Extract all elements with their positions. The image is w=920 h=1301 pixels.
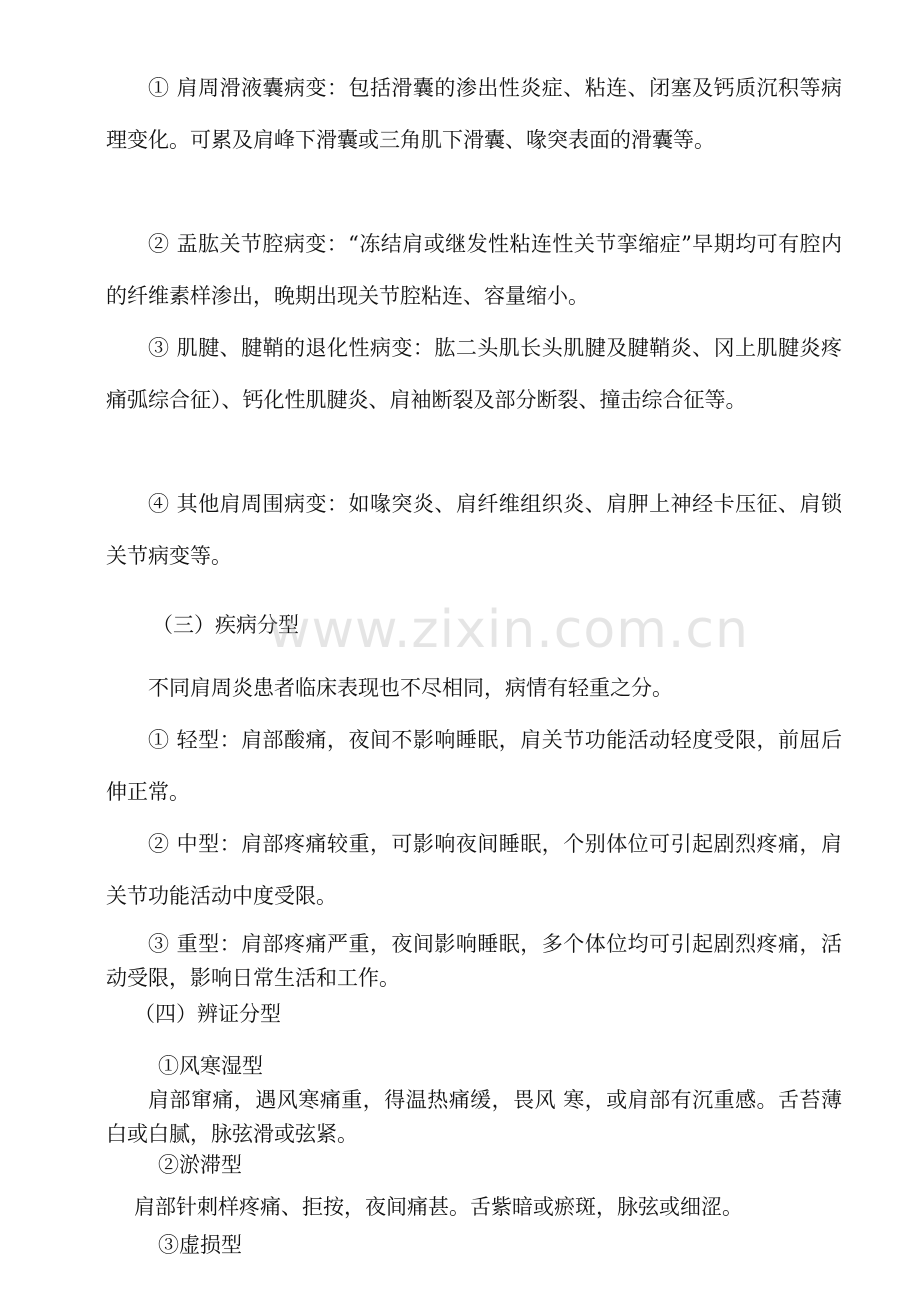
paragraph-moderate-type: ② 中型：肩部疼痛较重，可影响夜间睡眠，个别体位可引起剧烈疼痛，肩关节功能活动中度受限。 <box>106 832 842 908</box>
section-heading-disease-types: （三）疾病分型 <box>152 613 299 637</box>
subheading-deficiency: ③虚损型 <box>158 1233 242 1257</box>
paragraph-other-lesion: ④ 其他肩周围病变：如喙突炎、肩纤维组织炎、肩胛上神经卡压征、肩锁关节病变等。 <box>106 492 842 568</box>
subheading-stagnation: ②淤滞型 <box>158 1153 242 1177</box>
subheading-wind-cold-damp: ①风寒湿型 <box>158 1054 263 1078</box>
section-heading-syndrome-types: （四）辨证分型 <box>134 1002 281 1026</box>
paragraph-bursa-lesion: ① 肩周滑液囊病变：包括滑囊的渗出性炎症、粘连、闭塞及钙质沉积等病理变化。可累及肩峰下滑囊或三角肌下滑囊、喙突表面的滑囊等。 <box>106 76 842 152</box>
paragraph-types-intro: 不同肩周炎患者临床表现也不尽相同，病情有轻重之分。 <box>148 676 673 700</box>
paragraph-mild-type: ① 轻型：肩部酸痛，夜间不影响睡眠，肩关节功能活动轻度受限，前屈后伸正常。 <box>106 728 842 804</box>
paragraph-stagnation: 肩部针刺样疼痛、拒按，夜间痛甚。舌紫暗或瘀斑，脉弦或细涩。 <box>134 1195 743 1219</box>
watermark-text: www.zixin.com.cn <box>268 600 749 660</box>
paragraph-tendon-lesion: ③ 肌腱、腱鞘的退化性病变：肱二头肌长头肌腱及腱鞘炎、冈上肌腱炎疼痛弧综合征）、钙化性肌腱炎、肩袖断裂及部分断裂、撞击综合征等。 <box>106 336 842 412</box>
paragraph-wind-cold-damp: 肩部窜痛，遇风寒痛重，得温热痛缓，畏风 寒，或肩部有沉重感。舌苔薄白或白腻，脉弦滑或弦紧。 <box>106 1088 842 1146</box>
paragraph-glenohumeral-lesion: ② 盂肱关节腔病变：“冻结肩或继发性粘连性关节挛缩症”早期均可有腔内的纤维素样渗出，晚期出现关节腔粘连、容量缩小。 <box>106 232 842 308</box>
paragraph-severe-type: ③ 重型：肩部疼痛严重，夜间影响睡眠，多个体位均可引起剧烈疼痛，活动受限，影响日常生活和工作。 <box>106 932 842 990</box>
